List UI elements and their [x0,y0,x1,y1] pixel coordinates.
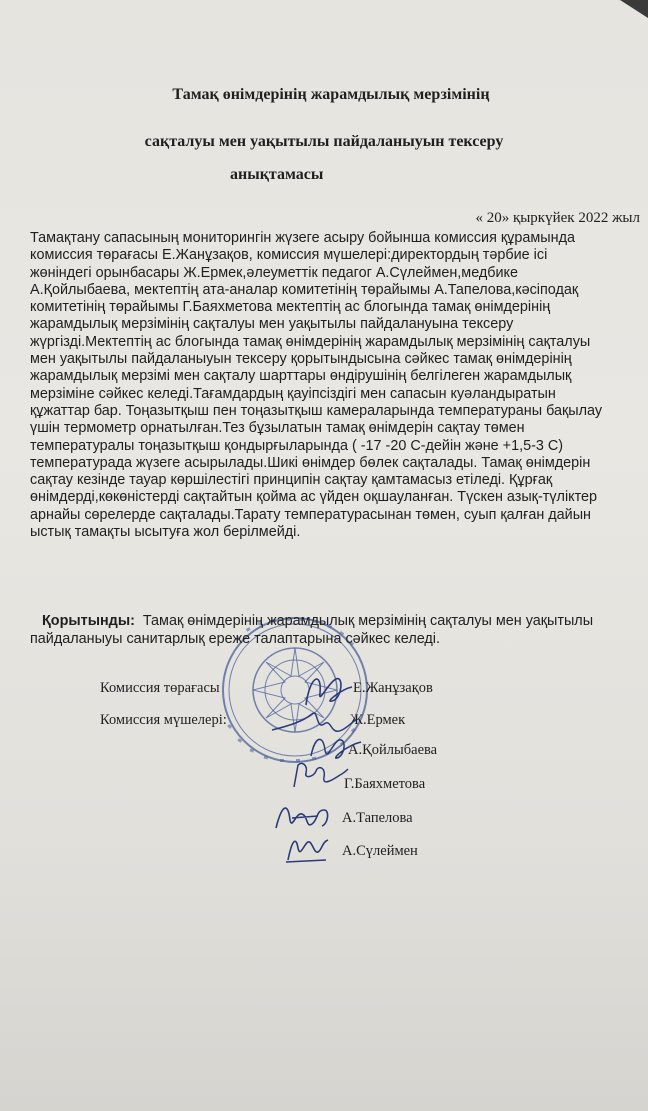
body-line: температурада жүзеге асырылады.Шикі өнімдер бөлек сақталады. Тамақ өнімдерін [30,454,591,471]
body-line: арнайы сөрелерде сақталады.Тарату температурасынан төмен, суып қалған дайын [30,506,592,523]
body-line: жарамдылық мерзімінің сақталуы мен уақытылы пайдалануына тексеру [30,316,514,333]
body-line: комиссия төрағасы Е.Жанұзақов, комиссия мүшелері:директордың тәрбие ісі [30,247,548,264]
chair-name: Е.Жанұзақов [353,680,433,696]
title-line-3: анықтамасы [230,166,324,183]
body-line: А.Қойлыбаева, мектептің ата-аналар комитетінің төрайымы А.Тапелова,кәсіподақ [30,281,579,298]
body-line: мен уақытылы пайдаланыуын тексеру қорытындысына сәйкес тамақ өнімдерінің [30,351,572,368]
member-signature-icon [290,757,350,797]
body-paragraph [30,230,620,541]
conclusion-line-1 [30,612,630,630]
body-line: комитетінің төрайымы Г.Баяхметова мектептің ас блогында тамақ өнімдерінің [30,299,551,316]
body-line: Тамақтану сапасының мониторингін жүзеге асыру бойынша комиссия құрамында [30,230,575,246]
body-line: жөніндегі орынбасары Ж.Ермек,әлеуметтік педагог А.Сүлеймен,медбике [30,264,519,281]
member-name-5: А.Сүлеймен [342,843,418,859]
body-line: үшін термометр орнатылған.Тез бұзылатын тамақ өнімдерін сақтау төмен [30,420,525,437]
body-line: ыстық тамақты ысытуға жол берілмейді. [30,524,301,541]
member-name-2: А.Қойлыбаева [348,742,438,758]
chair-label: Комиссия төрағасы [100,680,220,696]
member-name-3: Г.Баяхметова [344,776,426,792]
members-label: Комиссия мүшелері: [100,712,227,728]
member-name-4: А.Тапелова [342,810,413,826]
conclusion-text-1: Тамақ өнімдерінің жарамдылық мерзімінің сақталуы мен уақытылы [142,613,594,629]
body-line: сақтау кезінде тауар көршілестігі принципін сақтау қамтамасыз етіледі. Құрғақ [30,472,553,489]
member-signature-icon [282,830,332,866]
body-line: өнімдерді,көкөністерді сақтайтын қойма ас үйден оқшауланған. Түскен азық-түліктер [30,489,598,506]
page-corner-shadow [620,0,648,18]
conclusion-label: Қорытынды: [42,613,135,629]
document-date: « 20» қыркүйек 2022 жыл [475,210,640,226]
conclusion-text-2: пайдаланыуы санитарлық ереже талаптарына сәйкес келеді. [30,631,441,647]
body-line: жарамдылық мерзімі мен сақталу шарттары өндірушінің белгілеген жарамдылық [30,368,572,385]
body-line: жүргізді.Мектептің ас блогында тамақ өнімдерінің жарамдылық мерзімінің сақталуы [30,333,591,350]
title-line-1: Тамақ өнімдерінің жарамдылық мерзімінің [172,86,490,103]
body-line: мерзіміне сәйкес келеді.Тағамдардың қауіпсіздігі мен сапасын куәландыратын [30,385,556,402]
member-name-1: Ж.Ермек [350,712,406,728]
body-line: температуралы тоңазытқыш қондырғыларында ( -17 -20 С-дейін және +1,5-3 С) [30,437,564,454]
title-line-2: сақталуы мен уақытылы пайдаланыуын тексеру [144,133,504,150]
body-line: құжаттар бар. Тоңазытқыш пен тоңазытқыш камераларында температураны бақылау [30,402,603,419]
conclusion-block [30,612,630,648]
